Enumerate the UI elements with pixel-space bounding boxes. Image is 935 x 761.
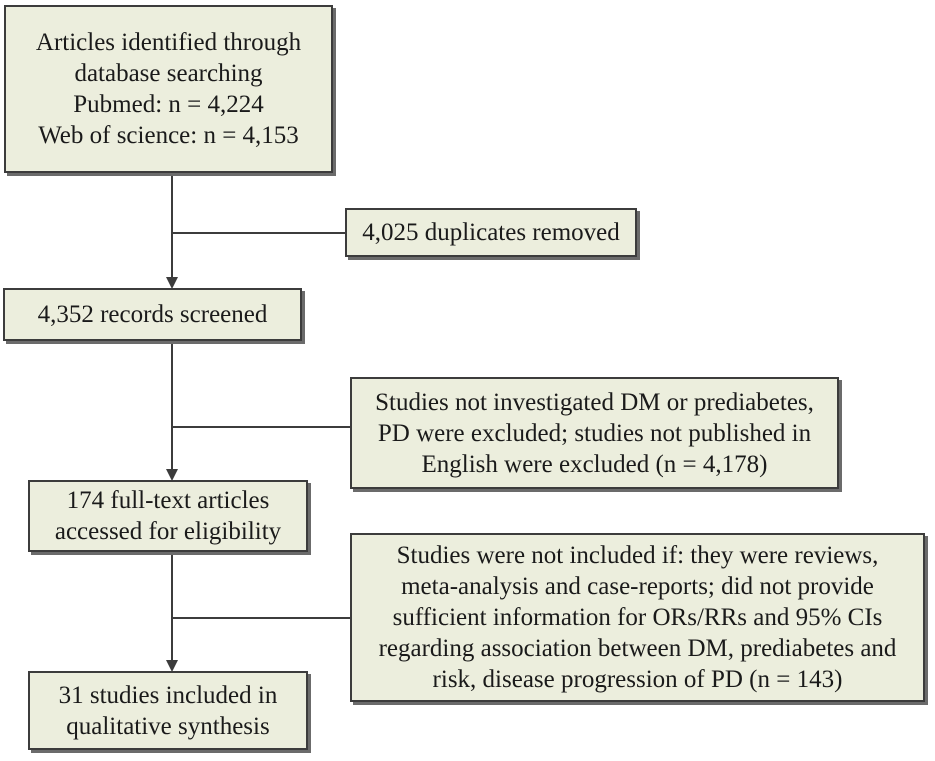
excluded-screening-text: PD were excluded; studies not published in xyxy=(377,419,812,447)
excluded-eligibility-text: sufficient information for ORs/RRs and 95% CIs xyxy=(392,604,883,631)
eligibility-box xyxy=(28,480,308,552)
excluded-eligibility-text: regarding association between DM, prediabetes and xyxy=(378,635,897,662)
excluded-screening-text: Studies not investigated DM or prediabetes, xyxy=(375,388,814,416)
eligibility-text: 174 full-text articles xyxy=(66,487,270,514)
excluded-eligibility-text: meta-analysis and case-reports; did not provide xyxy=(401,573,874,600)
excluded-screening-text: English were excluded (n = 4,178) xyxy=(421,450,768,478)
excluded-eligibility-box xyxy=(350,533,925,702)
excluded-screening-box xyxy=(350,377,839,489)
duplicates-removed-text: 4,025 duplicates removed xyxy=(362,219,620,246)
identification-box xyxy=(4,5,333,173)
identification-text: Articles identified through xyxy=(35,29,302,56)
included-studies-box xyxy=(28,671,308,750)
records-screened-box xyxy=(3,288,302,341)
excluded-eligibility-text: risk, disease progression of PD (n = 143) xyxy=(432,666,843,693)
identification-text: database searching xyxy=(74,60,263,87)
identification-pubmed-count: Pubmed: n = 4,224 xyxy=(73,91,264,118)
duplicates-removed-box xyxy=(345,208,637,257)
records-screened-text: 4,352 records screened xyxy=(37,301,268,328)
excluded-eligibility-text: Studies were not included if: they were reviews, xyxy=(396,542,879,569)
included-studies-text: 31 studies included in xyxy=(58,681,278,709)
included-studies-text: qualitative synthesis xyxy=(66,712,270,740)
identification-wos-count: Web of science: n = 4,153 xyxy=(38,122,299,149)
eligibility-text: accessed for eligibility xyxy=(54,518,282,545)
